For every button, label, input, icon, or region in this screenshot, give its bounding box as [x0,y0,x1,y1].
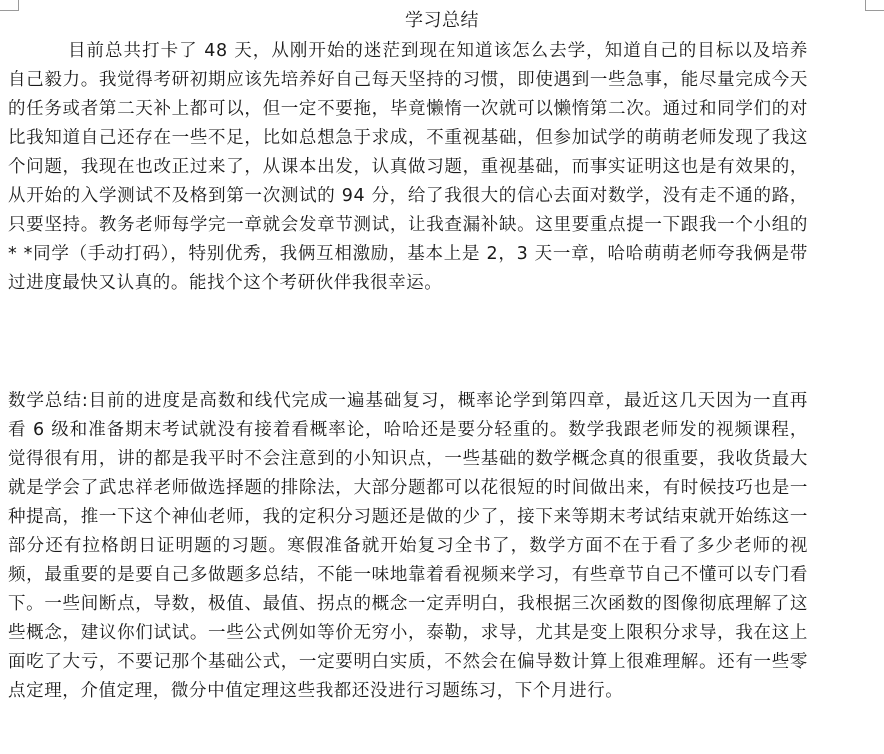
study-summary-paragraph: 目前总共打卡了 48 天，从刚开始的迷茫到现在知道该怎么去学，知道自己的目标以及培养自己毅力。我觉得考研初期应该先培养好自己每天坚持的习惯，即使遇到一些急事，能尽量完成今天的任务或者第二天补上都可以，但一定不要拖，毕竟懒惰一次就可以懒惰第二次。通过和同学们的对比我知道自己还存在一些不足，比如总想急于求成，不重视基础，但参加试学的萌萌老师发现了我这个问题，我现在也改正过来了，从课本出发，认真做习题，重视基础，而事实证明这也是有效果的，从开始的入学测试不及格到第一次测试的 94 分，给了我很大的信心去面对数学，没有走不通的路，只要坚持。教务老师每学完一章就会发章节测试，让我查漏补缺。这里要重点提一下跟我一个小组的* *同学（手动打码），特别优秀，我俩互相激励，基本上是 2，3 天一章，哈哈萌萌老师夸我俩是带过进度最快又认真的。能找个这个考研伙伴我很幸运。 [8,41,808,293]
math-summary-paragraph: 数学总结:目前的进度是高数和线代完成一遍基础复习，概率论学到第四章，最近这几天因为一直再看 6 级和准备期末考试就没有接着看概率论，哈哈还是要分轻重的。数学我跟老师发的视频课程，觉得很有用，讲的都是我平时不会注意到的小知识点，一些基础的数学概念真的很重要，我收货最大就是学会了武忠祥老师做选择题的排除法，大部分题都可以花很短的时间做出来，有时候技巧也是一种提高，推一下这个神仙老师，我的定积分习题还是做的少了，接下来等期末考试结束就开始练这一部分还有拉格朗日证明题的习题。寒假准备就开始复习全书了，数学方面不在于看了多少老师的视频，最重要的是要自己多做题多总结，不能一味地靠着看视频来学习，有些章节自己不懂可以专门看下。一些间断点，导数，极值、最值、拐点的概念一定弄明白，我根据三次函数的图像彻底理解了这些概念，建议你们试试。一些公式例如等价无穷小，泰勒，求导，尤其是变上限积分求导，我在这上面吃了大亏，不要记那个基础公式，一定要明白实质，不然会在偏导数计算上很难理解。还有一些零点定理，介值定理，微分中值定理这些我都还没进行习题练习，下个月进行。 [8,391,808,701]
document-title: 学习总结 [405,10,479,31]
